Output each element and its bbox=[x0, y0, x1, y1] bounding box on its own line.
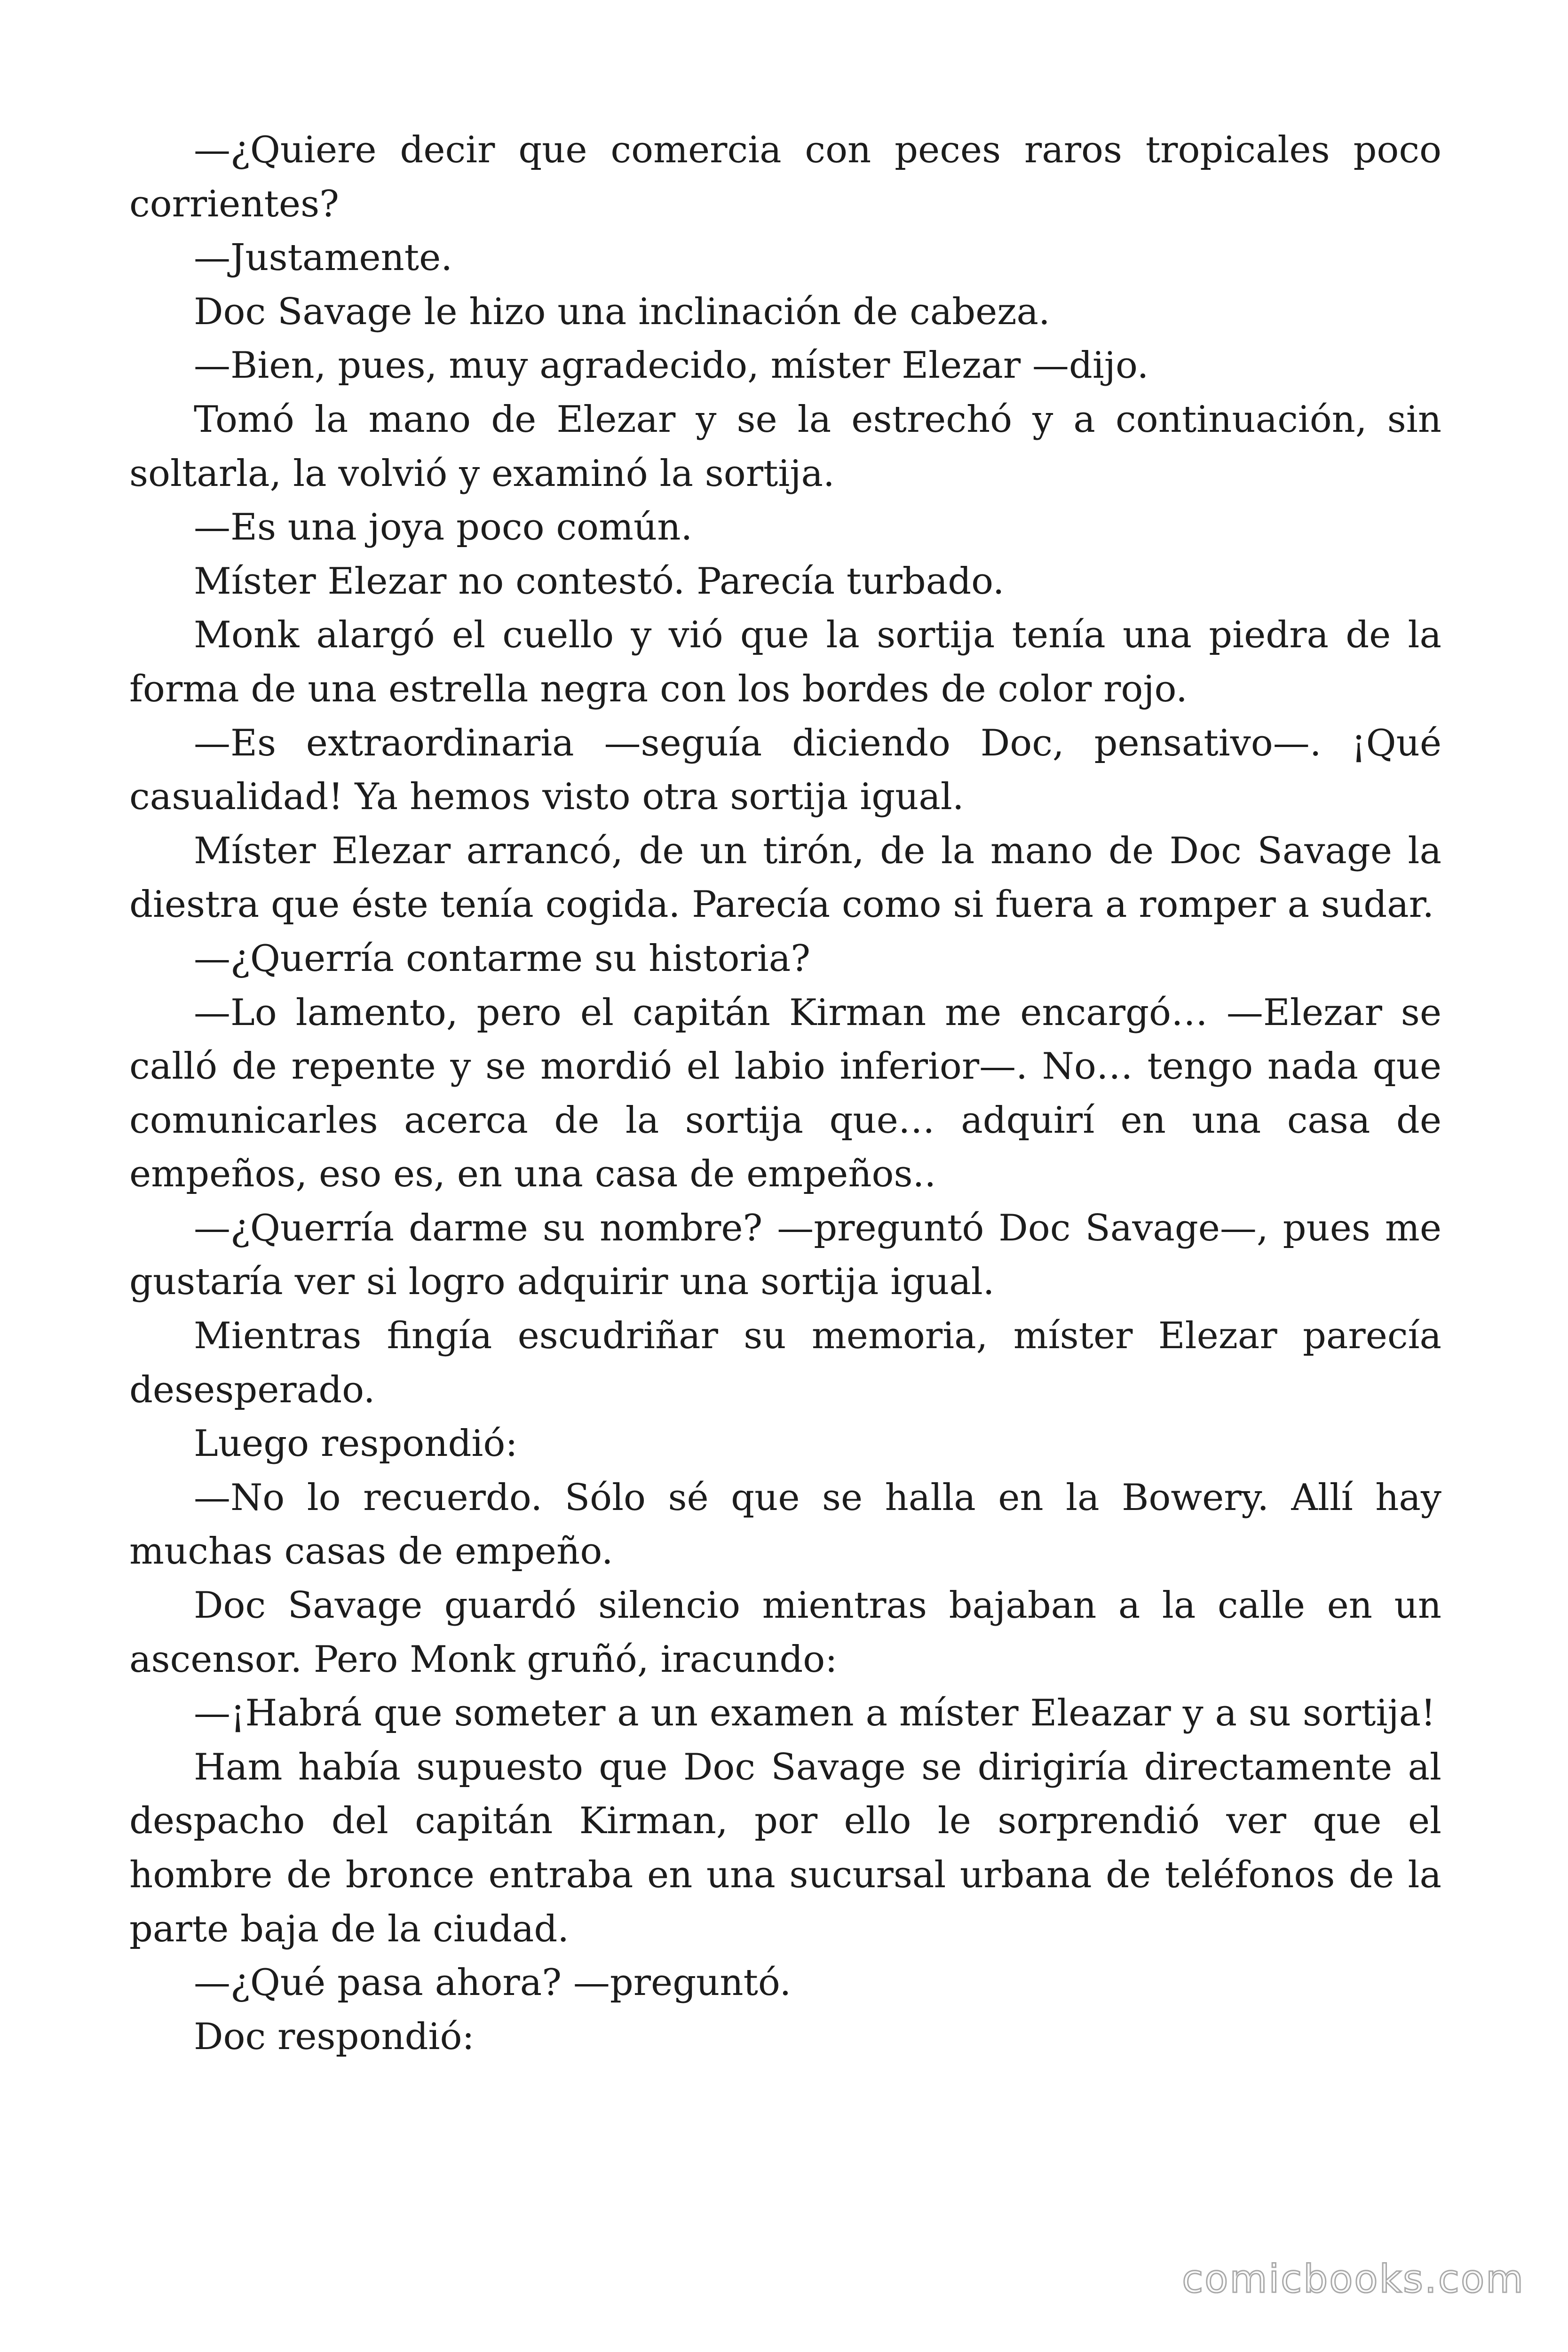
paragraph-7: Míster Elezar no contestó. Parecía turbado. bbox=[194, 560, 1005, 603]
paragraph-14: Mientras fingía escudriñar su memoria, míster Elezar parecía desesperado. bbox=[129, 1315, 1441, 1411]
paragraph-13: —¿Querría darme su nombre? —preguntó Doc Savage—, pues me gustaría ver si logro adquirir una sortija igual. bbox=[129, 1207, 1441, 1303]
paragraph-18: —¡Habrá que someter a un examen a míster Eleazar y a su sortija! bbox=[194, 1692, 1436, 1735]
paragraph-5: Tomó la mano de Elezar y se la estrechó y a continuación, sin soltarla, la volvió y examinó la sortija. bbox=[129, 398, 1441, 495]
paragraph-21: Doc respondió: bbox=[194, 2015, 475, 2058]
paragraph-12: —Lo lamento, pero el capitán Kirman me encargó… —Elezar se calló de repente y se mordió el labio inferior—. No… tengo nada que comunicarles acerca de la sortija que… adquirí en una casa de empeños, eso es, en una casa de empeños.. bbox=[129, 991, 1441, 1196]
paragraph-10: Míster Elezar arrancó, de un tirón, de la mano de Doc Savage la diestra que éste tenía cogida. Parecía como si fuera a romper a sudar. bbox=[129, 829, 1441, 926]
paragraph-4: —Bien, pues, muy agradecido, míster Elezar —dijo. bbox=[194, 344, 1149, 387]
paragraph-1: —¿Quiere decir que comercia con peces raros tropicales poco corrientes? bbox=[129, 129, 1441, 225]
paragraph-20: —¿Qué pasa ahora? —preguntó. bbox=[194, 1962, 792, 2004]
paragraph-9: —Es extraordinaria —seguía diciendo Doc, pensativo—. ¡Qué casualidad! Ya hemos visto otra sortija igual. bbox=[129, 722, 1441, 818]
paragraph-17: Doc Savage guardó silencio mientras bajaban a la calle en un ascensor. Pero Monk gruñó, iracundo: bbox=[129, 1584, 1441, 1681]
paragraph-8: Monk alargó el cuello y vió que la sortija tenía una piedra de la forma de una estrella negra con los bordes de color rojo. bbox=[129, 614, 1441, 710]
paragraph-6: —Es una joya poco común. bbox=[194, 506, 693, 549]
paragraph-19: Ham había supuesto que Doc Savage se dirigiría directamente al despacho del capitán Kirman, por ello le sorprendió ver que el hombre de bronce entraba en una sucursal urbana de teléfonos de la parte baja de la ciudad. bbox=[129, 1746, 1441, 1950]
watermark: comicbooks.com bbox=[1182, 2257, 1525, 2302]
paragraph-2: —Justamente. bbox=[194, 237, 453, 279]
paragraph-11: —¿Querría contarme su historia? bbox=[194, 937, 811, 980]
paragraph-16: —No lo recuerdo. Sólo sé que se halla en la Bowery. Allí hay muchas casas de empeño. bbox=[129, 1476, 1441, 1573]
body-text bbox=[129, 123, 1441, 2064]
paragraph-3: Doc Savage le hizo una inclinación de cabeza. bbox=[194, 290, 1050, 333]
paragraph-15: Luego respondió: bbox=[194, 1422, 518, 1465]
